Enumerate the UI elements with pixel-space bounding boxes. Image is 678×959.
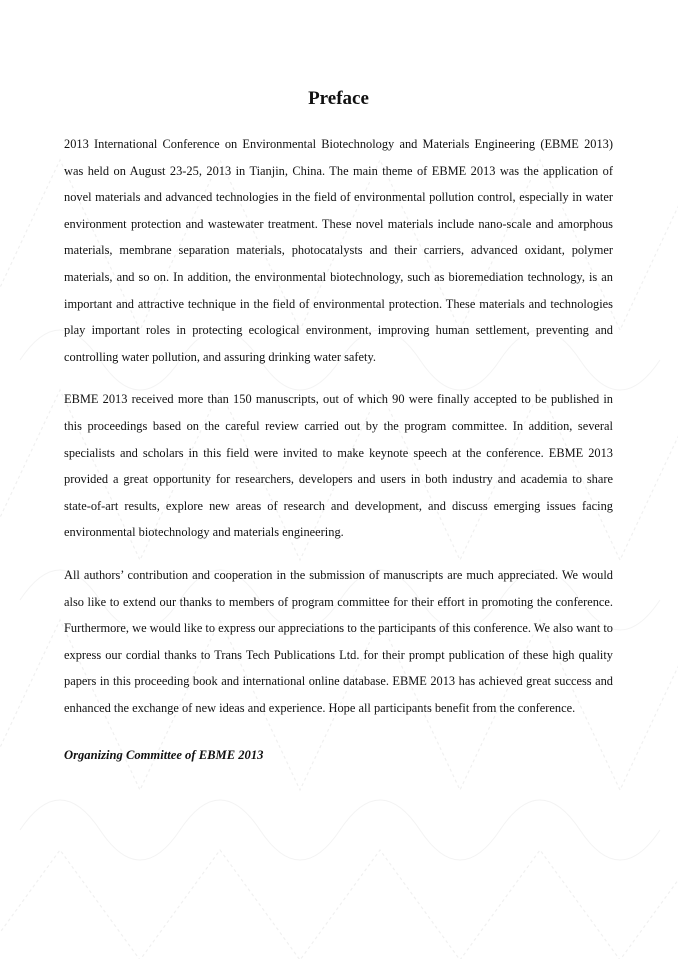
paragraph-acknowledgements: All authors’ contribution and cooperation in the submission of manuscripts are much appreciated. We would also like to extend our thanks to members of program committee for their effort in promoting the conference. Furthermore, we would like to express our appreciations to the participants of this conference. We also want to express our cordial thanks to Trans Tech Publications Ltd. for their prompt publication of these high quality papers in this proceeding book and international online database. EBME 2013 has achieved great success and enhanced the exchange of new ideas and experience. Hope all participants benefit from the conference. (64, 567, 613, 715)
signature-organizing-committee: Organizing Committee of EBME 2013 (64, 748, 264, 763)
page-title: Preface (308, 88, 369, 109)
paragraph-conference-intro: 2013 International Conference on Environmental Biotechnology and Materials Engineering (EBME 2013) was held on August 23-25, 2013 in Tianjin, China. The main theme of EBME 2013 was the application of novel materials and advanced technologies in the field of environmental pollution control, especially in water environment protection and wastewater treatment. These novel materials include nano-scale and amorphous materials, membrane separation materials, photocatalysts and their carriers, advanced oxidant, polymer materials, and so on. In addition, the environmental biotechnology, such as bioremediation technology, is an important and attractive technique in the field of environmental protection. These materials and technologies play important roles in protecting ecological environment, improving human settlement, preventing and controlling water pollution, and assuring drinking water safety. (64, 137, 613, 364)
preface-content (64, 86, 613, 765)
paragraph-manuscripts: EBME 2013 received more than 150 manuscripts, out of which 90 were finally accepted to be published in this proceedings based on the careful review carried out by the program committee. In addition, several specialists and scholars in this field were invited to make keynote speech at the conference. EBME 2013 provided a great opportunity for researchers, developers and users in both industry and academia to share state-of-art results, explore new areas of research and development, and discuss emerging issues facing environmental biotechnology and materials engineering. (64, 392, 613, 540)
